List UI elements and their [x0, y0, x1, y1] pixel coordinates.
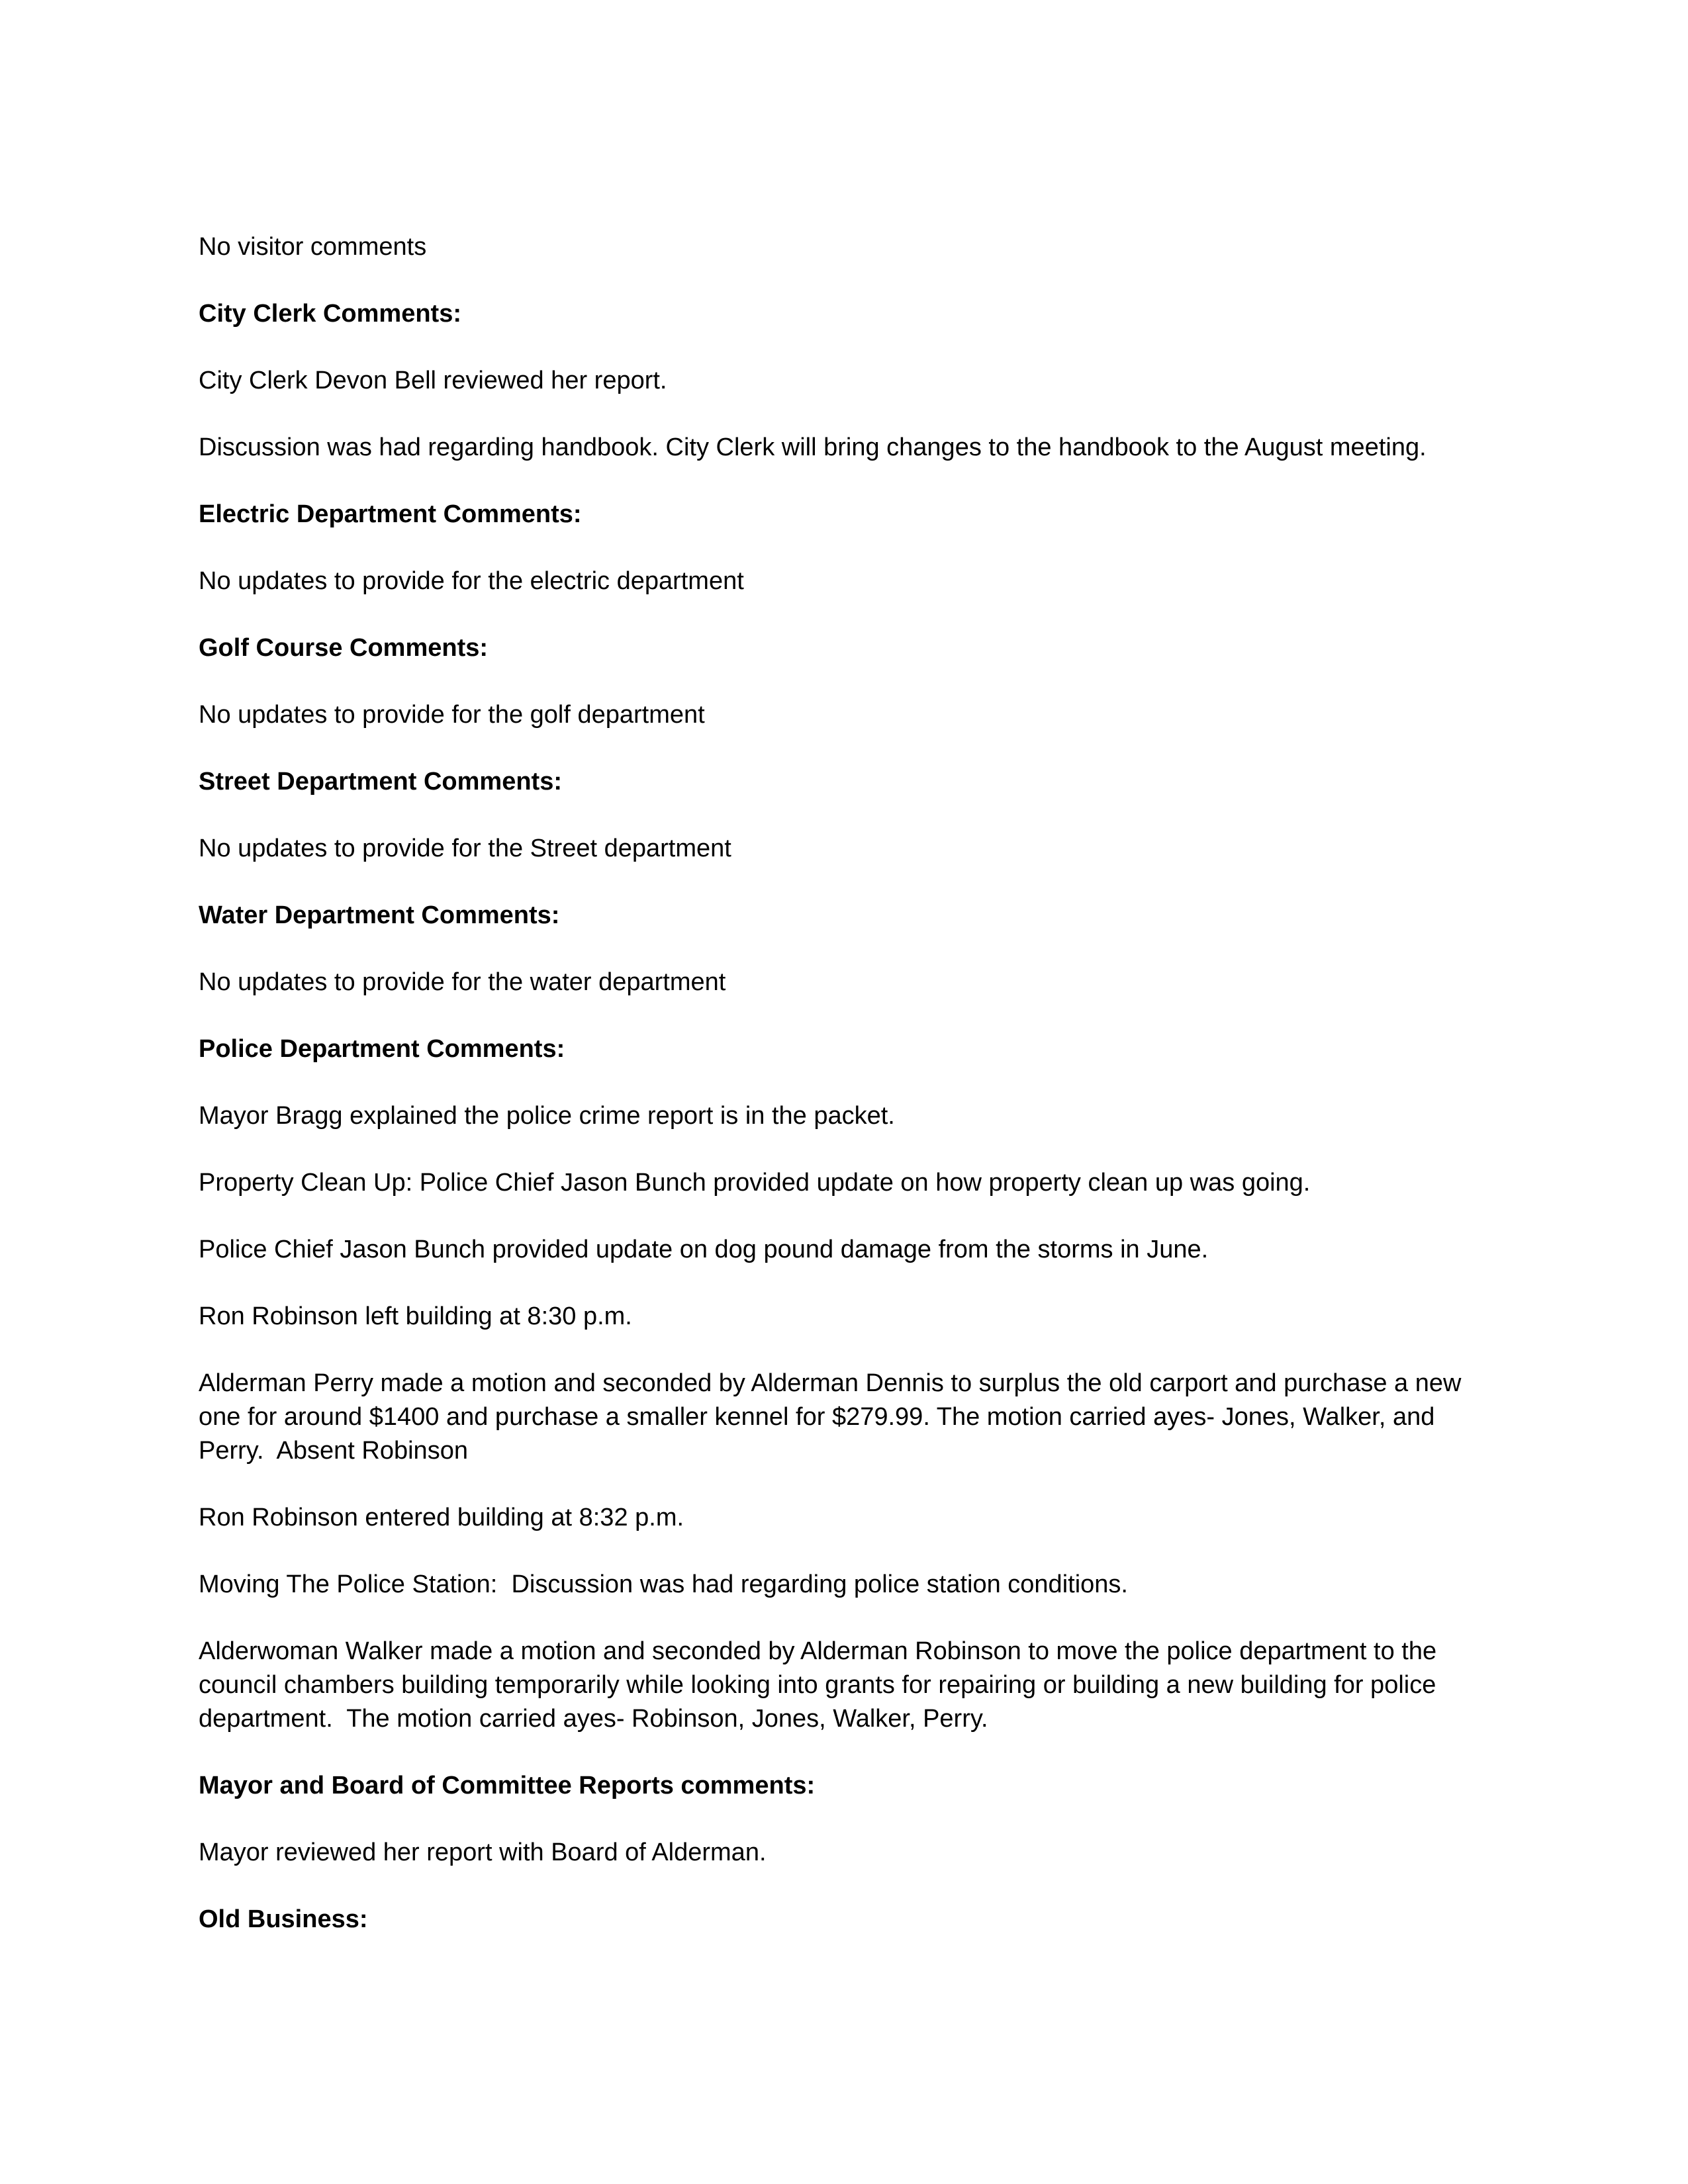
heading-city-clerk-comments: City Clerk Comments: — [199, 300, 461, 328]
paragraph-carport-motion: Alderman Perry made a motion and seconded by Alderman Dennis to surplus the old carport and purchase a new one for around $1400 and purchase a smaller kennel for $279.99. The motion carried ayes- Jones, Walker, and Perry. Absent Robinson — [199, 1369, 1468, 1465]
heading-electric-department-comments: Electric Department Comments: — [199, 500, 582, 528]
paragraph-city-clerk-report: City Clerk Devon Bell reviewed her report. — [199, 367, 667, 394]
paragraph-golf-updates: No updates to provide for the golf department — [199, 701, 705, 729]
paragraph-water-updates: No updates to provide for the water department — [199, 968, 726, 996]
paragraph-crime-report: Mayor Bragg explained the police crime report is in the packet. — [199, 1102, 895, 1130]
paragraph-robinson-left: Ron Robinson left building at 8:30 p.m. — [199, 1302, 632, 1330]
paragraph-police-move-motion: Alderwoman Walker made a motion and seconded by Alderman Robinson to move the police department to the council chambers building temporarily while looking into grants for repairing or building a new building for police department. The motion carried ayes- Robinson, Jones, Walker, Perry. — [199, 1637, 1444, 1733]
paragraph-dog-pound-damage: Police Chief Jason Bunch provided update on dog pound damage from the storms in June. — [199, 1236, 1209, 1263]
paragraph-electric-updates: No updates to provide for the electric department — [199, 567, 744, 595]
paragraph-property-clean-up: Property Clean Up: Police Chief Jason Bunch provided update on how property clean up was going. — [199, 1169, 1311, 1197]
paragraph-moving-police-station: Moving The Police Station: Discussion was had regarding police station conditions. — [199, 1570, 1128, 1598]
paragraph-robinson-entered: Ron Robinson entered building at 8:32 p.m. — [199, 1504, 684, 1531]
heading-old-business: Old Business: — [199, 1905, 368, 1933]
paragraph-handbook-discussion: Discussion was had regarding handbook. City Clerk will bring changes to the handbook to the August meeting. — [199, 433, 1427, 461]
paragraph-no-visitor-comments: No visitor comments — [199, 233, 427, 261]
document-page — [199, 230, 1489, 1970]
heading-mayor-board-reports: Mayor and Board of Committee Reports comments: — [199, 1772, 816, 1799]
paragraph-street-updates: No updates to provide for the Street department — [199, 835, 731, 862]
heading-street-department-comments: Street Department Comments: — [199, 768, 562, 796]
paragraph-mayor-report: Mayor reviewed her report with Board of Alderman. — [199, 1839, 767, 1866]
heading-police-department-comments: Police Department Comments: — [199, 1035, 565, 1063]
heading-water-department-comments: Water Department Comments: — [199, 901, 560, 929]
heading-golf-course-comments: Golf Course Comments: — [199, 634, 489, 662]
